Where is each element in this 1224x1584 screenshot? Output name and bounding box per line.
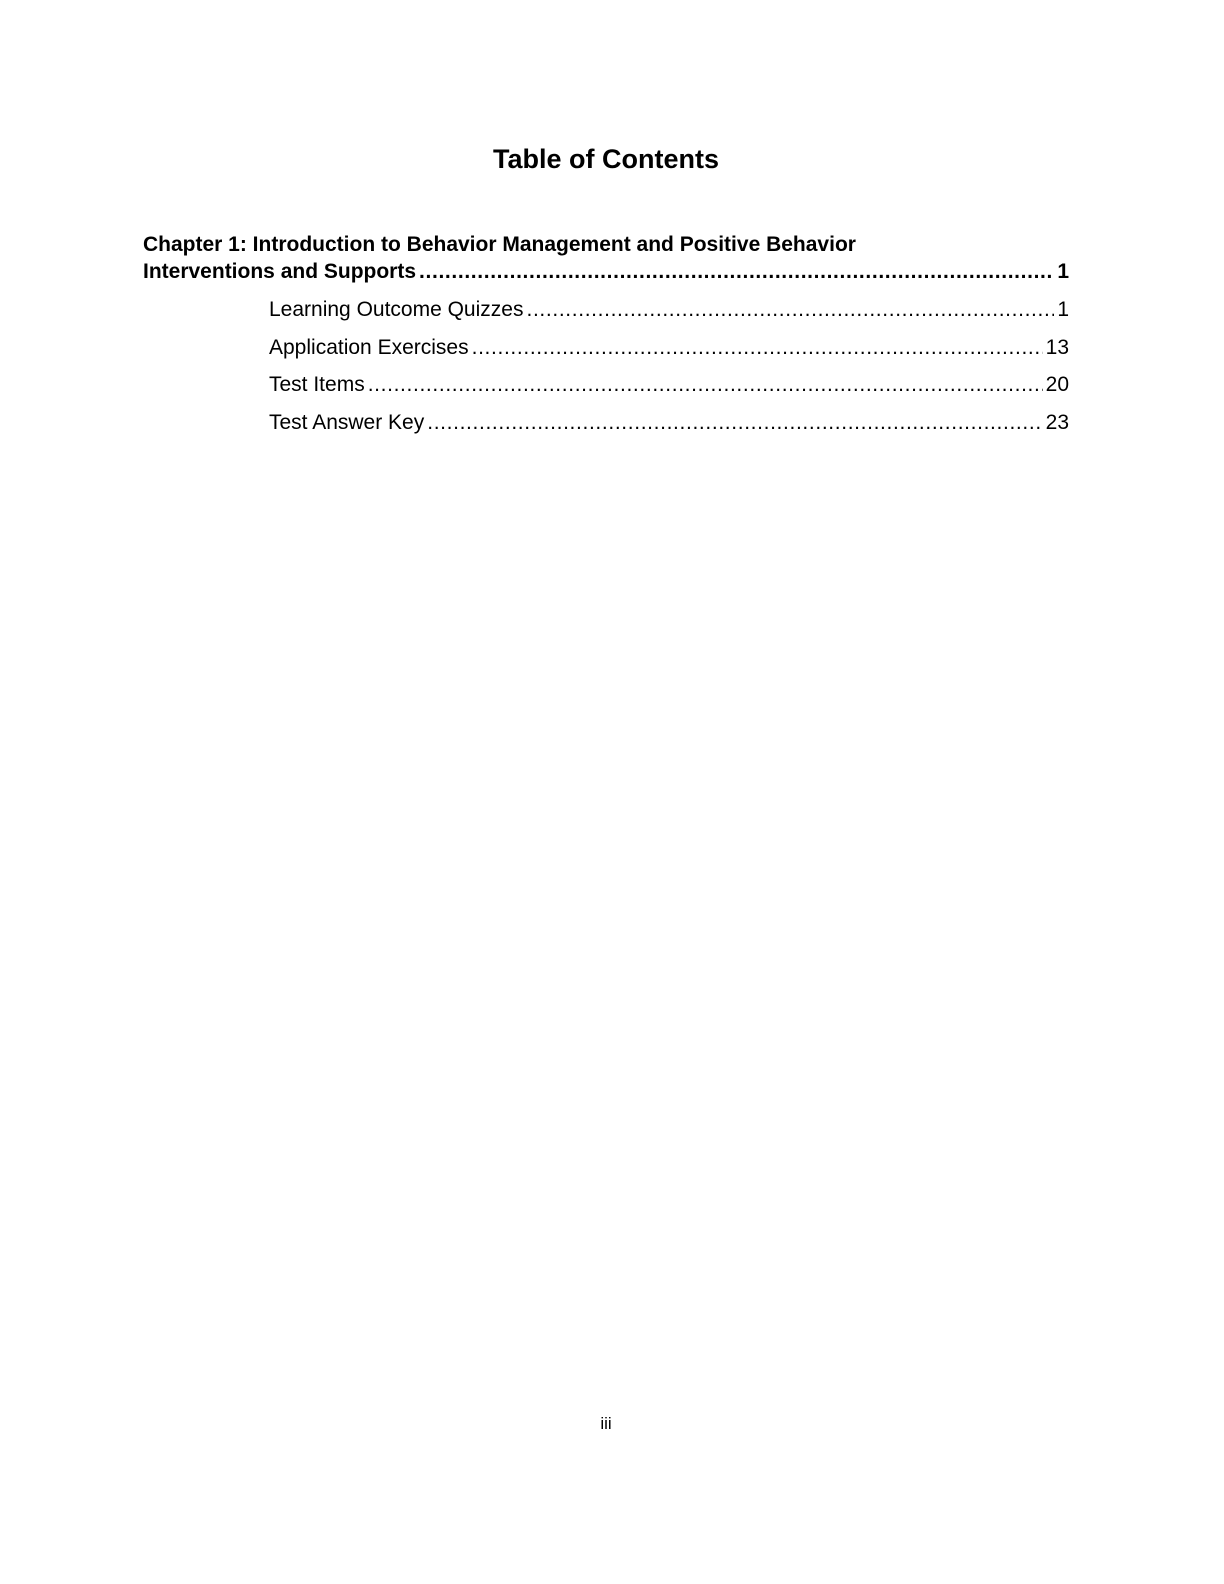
dot-leader [368,371,1043,399]
chapter-title-line1: Chapter 1: Introduction to Behavior Management and Positive Behavior [143,233,856,256]
dot-leader [526,296,1054,324]
page-title: Table of Contents [493,144,719,174]
toc-entry-label: Application Exercises [269,335,469,359]
toc-entry-label: Learning Outcome Quizzes [269,298,524,321]
toc-entry-page: 23 [1045,411,1069,435]
toc-entry-label: Test Items [269,373,365,397]
chapter-title-row [143,258,1069,285]
toc-entry-application-exercises[interactable] [269,334,1069,372]
page-number: iii [600,1414,612,1433]
toc-entry-label: Test Answer Key [269,411,425,435]
chapter-page-number: 1 [1057,260,1069,283]
toc-chapter-entry[interactable] [143,231,1069,285]
chapter-title-line2: Interventions and Supports [143,260,417,283]
toc-entry-page: 13 [1045,335,1069,359]
toc-section-list [269,296,1069,447]
toc-entry-page: 20 [1045,373,1069,397]
dot-leader [472,334,1043,362]
dot-leader [427,409,1042,437]
toc-entry-test-items[interactable] [269,371,1069,409]
toc-entry-test-answer-key[interactable] [269,409,1069,447]
toc-entry-learning-outcome-quizzes[interactable] [269,296,1069,334]
toc-entry-page: 1 [1057,298,1069,321]
dot-leader [419,258,1054,285]
